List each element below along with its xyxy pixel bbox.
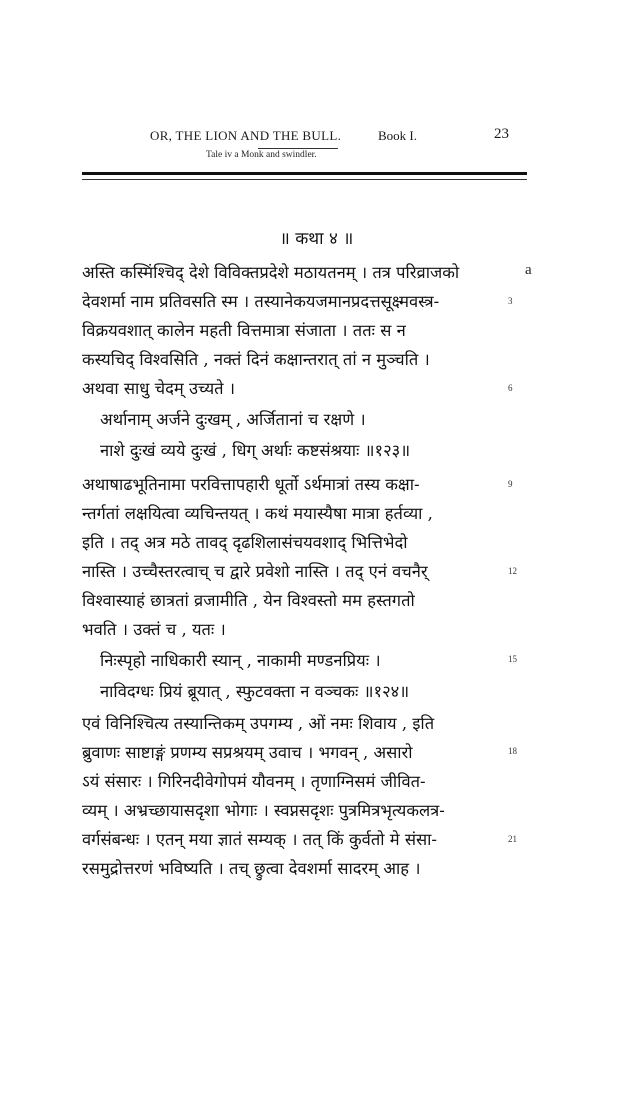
header-rule-thin [82,179,527,180]
text-line-17: ब्रुवाणः साष्टाङ्गं प्रणम्य सप्रश्रयम् उवाच । भगवन् , असारो [82,743,413,762]
text-line-11: नास्ति । उच्चैस्तरत्वाच् च द्वारे प्रवेशो नास्ति । तद् एनं वचनैर् [82,562,428,581]
verse-124-line-2: नाविदग्धः प्रियं ब्रूयात् , स्फुटवक्ता न वञ्चकः ॥१२४॥ [100,682,410,701]
page-number: 23 [494,126,509,142]
text-line-5: अथवा साधु चेदम् उच्यते । [82,379,236,398]
verse-124-line-1: निःस्पृहो नाधिकारी स्यान् , नाकामी मण्डनप्रियः । [100,651,381,670]
verse-123-line-1: अर्थानाम् अर्जने दुःखम् , अर्जितानां च रक्षणे । [100,410,366,429]
text-line-3: विक्रयवशात् कालेन महती वित्तमात्रा संजाता । ततः स न [82,321,406,340]
line-number-18: 18 [508,746,517,756]
line-number-6: 6 [508,383,513,393]
header-rule-thick [82,172,527,175]
line-number-21: 21 [508,834,517,844]
text-line-19: व्यम् । अभ्रच्छायासदृशा भोगाः । स्वप्नसदृशः पुत्रमित्रभृत्यकलत्र- [82,801,445,820]
text-line-2: देवशर्मा नाम प्रतिवसति स्म । तस्यानेकयजमानप्रदत्तसूक्ष्मवस्त्र- [82,292,440,311]
verse-123-line-2: नाशे दुःखं व्यये दुःखं , धिग् अर्थाः कष्टसंश्रयाः ॥१२३॥ [100,441,411,460]
section-title: ॥ कथा ४ ॥ [279,229,354,249]
text-line-12: विश्वास्याहं छात्रतां व्रजामीति , येन विश्वस्तो मम हस्तगतो [82,591,415,610]
line-number-15: 15 [508,654,517,664]
line-number-3: 3 [508,296,513,306]
text-line-13: भवति । उक्तं च , यतः । [82,620,226,639]
line-number-9: 9 [508,479,513,489]
header-short-rule [258,148,338,149]
book-label: Book I. [378,128,417,143]
text-line-4: कस्यचिद् विश्वसिति , नक्तं दिनं कक्षान्तरात् तां न मुञ्चति । [82,350,430,369]
running-title: OR, THE LION AND THE BULL. [150,128,342,143]
text-line-9: न्तर्गतां लक्षयित्वा व्यचिन्तयत् । कथं मयास्यैषा मात्रा हर्तव्या , [82,504,433,523]
text-line-8: अथाषाढभूतिनामा परवित्तापहारी धूर्तो ऽर्थमात्रां तस्य कक्षा- [82,475,420,494]
text-line-20: वर्गसंबन्धः । एतन् मया ज्ञातं सम्यक् । तत् किं कुर्वतो मे संसा- [82,830,438,849]
text-line-1: अस्ति कस्मिंश्चिद् देशे विविक्तप्रदेशे मठायतनम् । तत्र परिव्राजको [82,263,460,282]
text-line-18: ऽयं संसारः । गिरिनदीवेगोपमं यौवनम् । तृणाग्निसमं जीवित- [82,772,426,791]
line-number-12: 12 [508,566,517,576]
text-line-10: इति । तद् अत्र मठे तावद् दृढशिलासंचयवशाद् भित्तिभेदो [82,533,408,552]
running-subhead: Tale iv a Monk and swindler. [206,150,317,160]
text-line-21: रसमुद्रोत्तरणं भविष्यति । तच् छ्रुत्वा देवशर्मा सादरम् आह । [82,859,421,878]
margin-letter: a [525,262,532,278]
text-line-16: एवं विनिश्चित्य तस्यान्तिकम् उपगम्य , ओं नमः शिवाय , इति [82,714,435,733]
